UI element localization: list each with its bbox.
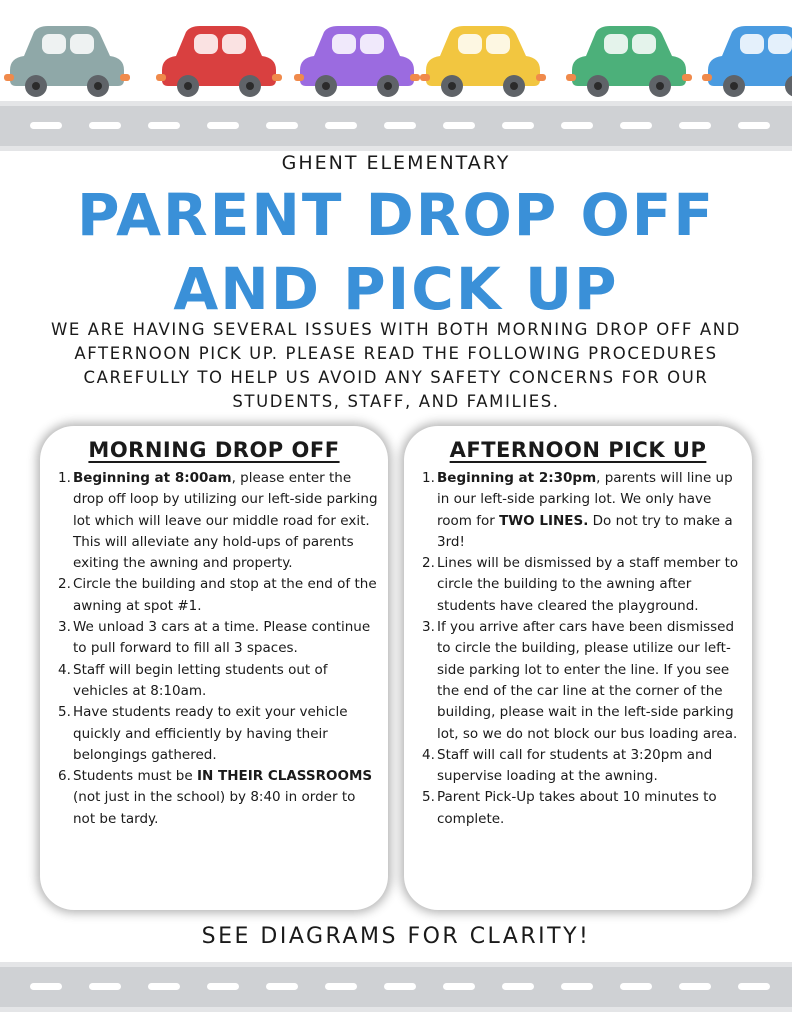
school-name: GHENT ELEMENTARY: [281, 152, 511, 174]
afternoon-item: 1. Beginning at 2:30pm, parents will line up in our left-side parking lot. We only have room for TWO LINES. Do not try to make a 3rd!: [422, 470, 733, 550]
morning-heading: MORNING DROP OFF: [88, 438, 340, 462]
afternoon-heading: AFTERNOON PICK UP: [449, 438, 707, 462]
afternoon-item: 4. Staff will call for students at 3:20pm and supervise loading at the awning.: [422, 746, 713, 785]
road-dash: [384, 983, 416, 990]
road-dash: [207, 983, 239, 990]
road-dash: [384, 122, 416, 129]
cars-illustration: [0, 22, 792, 102]
road-dash: [89, 122, 121, 129]
road-dash: [30, 983, 62, 990]
car-icon: [420, 26, 546, 97]
road-dash: [679, 983, 711, 990]
road-dash: [502, 983, 534, 990]
afternoon-item: 5. Parent Pick-Up takes about 10 minutes to complete.: [422, 789, 717, 827]
road-dash: [443, 983, 475, 990]
page-title-line2: AND PICK UP: [173, 255, 619, 323]
morning-item: 2. Circle the building and stop at the end of the awning at spot #1.: [58, 576, 377, 614]
morning-drop-off-card: [40, 426, 388, 910]
morning-item: 6. Students must be IN THEIR CLASSROOMS (not just in the school) by 8:40 in order to not be tardy.: [58, 768, 373, 827]
road-dash: [89, 983, 121, 990]
road-dash: [443, 122, 475, 129]
morning-item: 3. We unload 3 cars at a time. Please continue to pull forward to fill all 3 spaces.: [58, 619, 371, 657]
afternoon-list: [404, 468, 752, 830]
road-dash: [620, 983, 652, 990]
road-dash: [738, 983, 770, 990]
morning-item: 1. Beginning at 8:00am, please enter the drop off loop by utilizing our left-side parking lot which will leave our middle road for exit. This will alleviate any hold-ups of parents exiting the awning and property.: [58, 470, 378, 572]
morning-item: 4. Staff will begin letting students out of vehicles at 8:10am.: [58, 661, 328, 699]
top-road: [0, 101, 792, 151]
morning-item: 5. Have students ready to exit your vehicle quickly and efficiently by having their belongings gathered.: [58, 704, 348, 763]
road-dash: [266, 983, 298, 990]
afternoon-item: 2. Lines will be dismissed by a staff member to circle the building to the awning after students have cleared the playground.: [422, 555, 739, 614]
road-dash: [30, 122, 62, 129]
road-dash: [502, 122, 534, 129]
intro-text: WE ARE HAVING SEVERAL ISSUES WITH BOTH MORNING DROP OFF AND AFTERNOON PICK UP. PLEASE READ THE FOLLOWING PROCEDURES CAREFULLY TO HELP US AVOID ANY SAFETY CONCERNS FOR OUR STUDENTS, STAFF, AND FAMILIES.: [51, 320, 741, 411]
car-icon: [156, 26, 282, 97]
morning-list: [40, 468, 388, 830]
page-title-line1: PARENT DROP OFF: [76, 181, 715, 249]
road-dash: [148, 122, 180, 129]
road-dash: [266, 122, 298, 129]
road-dash: [561, 122, 593, 129]
afternoon-pick-up-card: [404, 426, 752, 910]
afternoon-item: 3. If you arrive after cars have been dismissed to circle the building, please utilize our left-side parking lot to enter the line. If you see the end of the car line at the corner of the building, please wait in the left-side parking lot, so we do not block our bus loading area.: [422, 619, 738, 742]
road-dash: [679, 122, 711, 129]
road-dash: [561, 983, 593, 990]
bottom-road: [0, 962, 792, 1012]
footer-note: SEE DIAGRAMS FOR CLARITY!: [201, 924, 591, 949]
car-icon: [702, 26, 792, 97]
road-dash: [325, 983, 357, 990]
road-dash: [620, 122, 652, 129]
road-dash: [738, 122, 770, 129]
car-icon: [294, 26, 420, 97]
car-icon: [566, 26, 692, 97]
car-icon: [4, 26, 130, 97]
road-dash: [325, 122, 357, 129]
road-dash: [207, 122, 239, 129]
road-dash: [148, 983, 180, 990]
